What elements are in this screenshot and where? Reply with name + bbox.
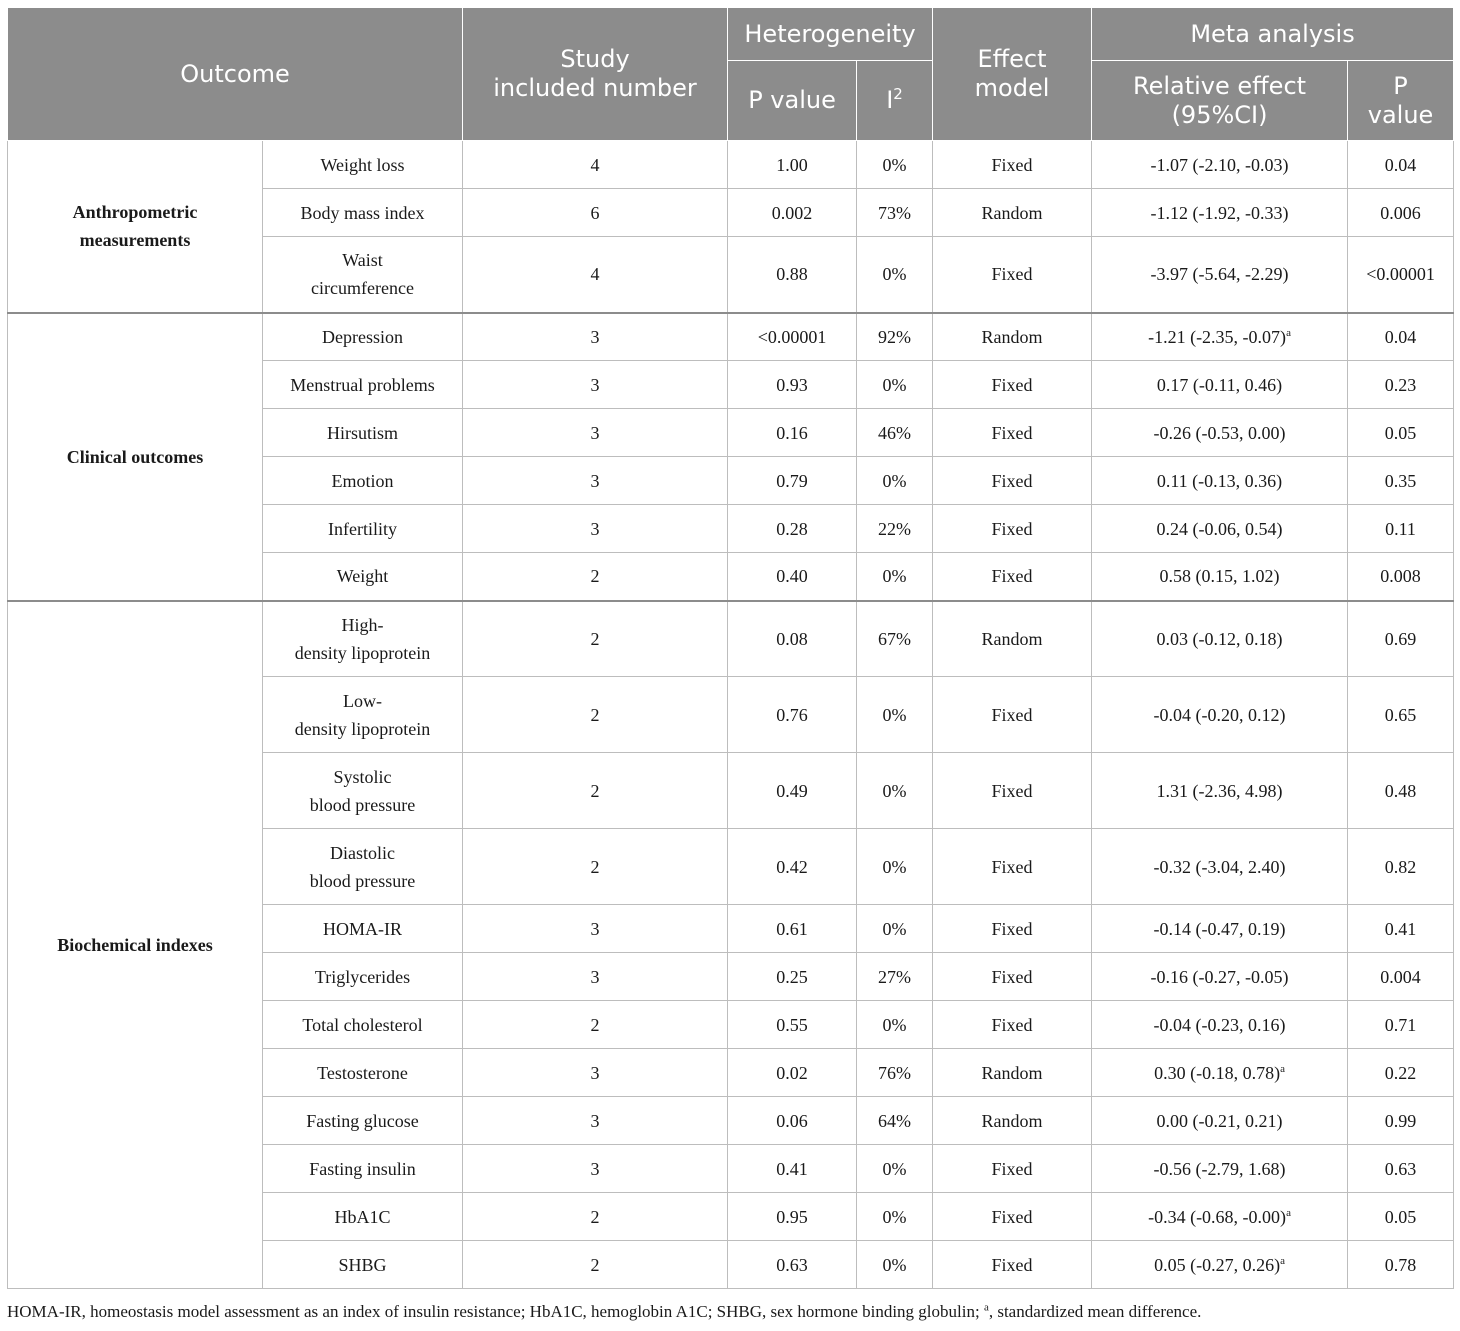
header-study-number-line2: included number xyxy=(493,74,697,102)
i2-cell: 0% xyxy=(857,141,933,189)
relative-effect-cell xyxy=(1092,753,1348,829)
table-row xyxy=(8,313,1454,361)
header-relative-effect-line2: (95%CI) xyxy=(1171,100,1268,129)
header-meta-p-line1: P xyxy=(1393,71,1408,100)
header-meta-analysis: Meta analysis xyxy=(1092,8,1454,61)
effect-model-cell: Fixed xyxy=(933,505,1092,553)
meta-p-value-cell: 0.04 xyxy=(1348,141,1454,189)
study-number-cell: 2 xyxy=(463,1241,728,1289)
relative-effect-cell xyxy=(1092,1049,1348,1097)
outcome-cell xyxy=(263,905,463,953)
i2-cell: 22% xyxy=(857,505,933,553)
effect-model-cell: Fixed xyxy=(933,409,1092,457)
meta-p-value-cell: 0.006 xyxy=(1348,189,1454,237)
het-p-value-cell: 0.63 xyxy=(728,1241,857,1289)
relative-effect-cell xyxy=(1092,1193,1348,1241)
header-effect-model-line1: Effect xyxy=(977,45,1047,73)
meta-p-value-cell: 0.35 xyxy=(1348,457,1454,505)
smd-superscript: a xyxy=(1286,326,1291,339)
outcome-line1: HbA1C xyxy=(334,1206,391,1227)
het-p-value-cell: <0.00001 xyxy=(728,313,857,361)
meta-p-value-cell: 0.004 xyxy=(1348,953,1454,1001)
relative-effect-value: -1.12 (-1.92, -0.33) xyxy=(1150,202,1289,223)
study-number-cell: 4 xyxy=(463,237,728,313)
effect-model-cell: Random xyxy=(933,189,1092,237)
header-het-p-value: P value xyxy=(728,61,857,141)
i2-cell: 0% xyxy=(857,1241,933,1289)
het-p-value-cell: 0.49 xyxy=(728,753,857,829)
het-p-value-cell: 0.16 xyxy=(728,409,857,457)
header-relative-effect xyxy=(1092,61,1348,141)
outcome-cell xyxy=(263,1001,463,1049)
i2-cell: 92% xyxy=(857,313,933,361)
effect-model-cell: Fixed xyxy=(933,905,1092,953)
relative-effect-value: -0.14 (-0.47, 0.19) xyxy=(1153,918,1286,939)
relative-effect-value: 0.17 (-0.11, 0.46) xyxy=(1156,374,1283,395)
relative-effect-cell xyxy=(1092,141,1348,189)
i2-cell: 0% xyxy=(857,237,933,313)
meta-p-value-cell: 0.05 xyxy=(1348,409,1454,457)
outcome-cell xyxy=(263,753,463,829)
outcome-cell xyxy=(263,141,463,189)
outcome-line1: Hirsutism xyxy=(327,422,399,443)
study-number-cell: 6 xyxy=(463,189,728,237)
i2-cell: 64% xyxy=(857,1097,933,1145)
outcome-line1: Menstrual problems xyxy=(290,374,435,395)
effect-model-cell: Fixed xyxy=(933,953,1092,1001)
i2-cell: 0% xyxy=(857,457,933,505)
group-label xyxy=(8,141,263,313)
het-p-value-cell: 0.95 xyxy=(728,1193,857,1241)
het-p-value-cell: 0.61 xyxy=(728,905,857,953)
outcome-line1: Weight xyxy=(336,566,389,587)
study-number-cell: 2 xyxy=(463,677,728,753)
meta-p-value-cell: 0.41 xyxy=(1348,905,1454,953)
effect-model-cell: Fixed xyxy=(933,1193,1092,1241)
effect-model-cell: Fixed xyxy=(933,1001,1092,1049)
outcome-cell xyxy=(263,1049,463,1097)
meta-p-value-cell: 0.65 xyxy=(1348,677,1454,753)
outcome-line1: Fasting insulin xyxy=(309,1158,416,1179)
effect-model-cell: Random xyxy=(933,1097,1092,1145)
relative-effect-value: -0.04 (-0.20, 0.12) xyxy=(1153,704,1286,725)
effect-model-cell: Fixed xyxy=(933,1241,1092,1289)
relative-effect-value: -1.21 (-2.35, -0.07) xyxy=(1148,326,1287,347)
smd-superscript: a xyxy=(1280,1062,1285,1075)
study-number-cell: 3 xyxy=(463,905,728,953)
het-p-value-cell: 1.00 xyxy=(728,141,857,189)
effect-model-cell: Fixed xyxy=(933,829,1092,905)
i2-cell: 0% xyxy=(857,677,933,753)
relative-effect-value: -3.97 (-5.64, -2.29) xyxy=(1150,264,1289,285)
table-body xyxy=(8,141,1454,1289)
effect-model-cell: Fixed xyxy=(933,1145,1092,1193)
outcome-line2: density lipoprotein xyxy=(294,642,431,663)
group-label-line2: measurements xyxy=(79,230,191,251)
footnote-text: HOMA-IR, homeostasis model assessment as an index of insulin resistance; HbA1C, hemoglobin A1C; SHBG, sex hormone binding globulin; xyxy=(7,1302,984,1321)
outcome-cell xyxy=(263,457,463,505)
relative-effect-cell xyxy=(1092,601,1348,677)
i2-cell: 0% xyxy=(857,553,933,601)
outcome-cell xyxy=(263,189,463,237)
outcome-line1: Triglycerides xyxy=(314,966,411,987)
het-p-value-cell: 0.02 xyxy=(728,1049,857,1097)
footnote-superscript: a xyxy=(983,1301,989,1314)
relative-effect-value: -0.04 (-0.23, 0.16) xyxy=(1153,1014,1286,1035)
het-p-value-cell: 0.76 xyxy=(728,677,857,753)
footnote-text-end: , standardized mean difference. xyxy=(988,1302,1202,1321)
study-number-cell: 3 xyxy=(463,1097,728,1145)
relative-effect-cell xyxy=(1092,553,1348,601)
study-number-cell: 3 xyxy=(463,1049,728,1097)
outcome-cell xyxy=(263,1241,463,1289)
effect-model-cell: Random xyxy=(933,313,1092,361)
outcome-line1: Diastolic xyxy=(330,842,395,863)
study-number-cell: 3 xyxy=(463,953,728,1001)
group-label-line1: Biochemical indexes xyxy=(57,934,213,955)
relative-effect-cell xyxy=(1092,829,1348,905)
meta-p-value-cell: 0.22 xyxy=(1348,1049,1454,1097)
header-relative-effect-line1: Relative effect xyxy=(1132,71,1307,100)
meta-p-value-cell: 0.78 xyxy=(1348,1241,1454,1289)
outcome-line1: Total cholesterol xyxy=(302,1014,423,1035)
effect-model-cell: Fixed xyxy=(933,553,1092,601)
table-row xyxy=(8,141,1454,189)
outcome-line2: blood pressure xyxy=(309,870,416,891)
group-label-line1: Anthropometric xyxy=(72,202,198,223)
header-het-i2 xyxy=(857,61,933,141)
meta-p-value-cell: 0.04 xyxy=(1348,313,1454,361)
meta-p-value-cell: 0.69 xyxy=(1348,601,1454,677)
het-p-value-cell: 0.41 xyxy=(728,1145,857,1193)
study-number-cell: 3 xyxy=(463,457,728,505)
het-p-value-cell: 0.79 xyxy=(728,457,857,505)
outcome-cell xyxy=(263,1145,463,1193)
smd-superscript: a xyxy=(1286,1206,1291,1219)
relative-effect-value: 0.30 (-0.18, 0.78) xyxy=(1154,1062,1281,1083)
meta-p-value-cell: 0.63 xyxy=(1348,1145,1454,1193)
table-header xyxy=(8,8,1454,141)
i2-cell: 0% xyxy=(857,361,933,409)
het-p-value-cell: 0.002 xyxy=(728,189,857,237)
outcome-line1: High- xyxy=(341,614,384,635)
study-number-cell: 4 xyxy=(463,141,728,189)
relative-effect-cell xyxy=(1092,189,1348,237)
meta-p-value-cell: 0.11 xyxy=(1348,505,1454,553)
i2-cell: 0% xyxy=(857,1145,933,1193)
header-study-number xyxy=(463,8,728,141)
study-number-cell: 3 xyxy=(463,313,728,361)
i2-cell: 73% xyxy=(857,189,933,237)
study-number-cell: 3 xyxy=(463,409,728,457)
outcome-line1: Depression xyxy=(322,326,403,347)
study-number-cell: 3 xyxy=(463,361,728,409)
outcome-line1: Emotion xyxy=(331,470,394,491)
het-p-value-cell: 0.28 xyxy=(728,505,857,553)
study-number-cell: 2 xyxy=(463,753,728,829)
i2-cell: 76% xyxy=(857,1049,933,1097)
i2-cell: 0% xyxy=(857,1001,933,1049)
i2-cell: 0% xyxy=(857,905,933,953)
outcome-line1: Infertility xyxy=(328,518,397,539)
header-effect-model-line2: model xyxy=(974,74,1050,102)
relative-effect-cell xyxy=(1092,1097,1348,1145)
meta-p-value-cell: 0.48 xyxy=(1348,753,1454,829)
outcome-line1: Low- xyxy=(343,690,382,711)
i2-cell: 0% xyxy=(857,753,933,829)
effect-model-cell: Fixed xyxy=(933,361,1092,409)
relative-effect-value: -0.26 (-0.53, 0.00) xyxy=(1153,422,1286,443)
relative-effect-value: 0.05 (-0.27, 0.26) xyxy=(1154,1254,1281,1275)
study-number-cell: 3 xyxy=(463,505,728,553)
outcome-line1: Waist xyxy=(342,250,383,271)
header-het-i2-base: I xyxy=(886,86,894,114)
header-het-i2-sup: 2 xyxy=(893,85,903,103)
outcome-cell xyxy=(263,677,463,753)
outcome-cell xyxy=(263,361,463,409)
relative-effect-value: -0.56 (-2.79, 1.68) xyxy=(1153,1158,1286,1179)
relative-effect-value: 0.24 (-0.06, 0.54) xyxy=(1156,518,1283,539)
het-p-value-cell: 0.42 xyxy=(728,829,857,905)
i2-cell: 67% xyxy=(857,601,933,677)
effect-model-cell: Fixed xyxy=(933,753,1092,829)
effect-model-cell: Random xyxy=(933,601,1092,677)
outcome-line1: SHBG xyxy=(338,1254,387,1275)
meta-analysis-table-container xyxy=(7,7,1453,1289)
header-effect-model xyxy=(933,8,1092,141)
outcome-cell xyxy=(263,953,463,1001)
relative-effect-value: 0.03 (-0.12, 0.18) xyxy=(1156,628,1283,649)
meta-p-value-cell: 0.82 xyxy=(1348,829,1454,905)
outcome-cell xyxy=(263,237,463,313)
study-number-cell: 2 xyxy=(463,553,728,601)
meta-p-value-cell: <0.00001 xyxy=(1348,237,1454,313)
outcome-line1: Body mass index xyxy=(300,202,425,223)
outcome-line1: Testosterone xyxy=(317,1062,408,1083)
outcome-line2: circumference xyxy=(311,278,414,299)
outcome-line2: blood pressure xyxy=(309,794,416,815)
meta-analysis-table xyxy=(7,7,1454,1289)
relative-effect-value: 1.31 (-2.36, 4.98) xyxy=(1156,780,1283,801)
effect-model-cell: Fixed xyxy=(933,141,1092,189)
table-footnote xyxy=(7,1300,1453,1324)
relative-effect-cell xyxy=(1092,1001,1348,1049)
i2-cell: 0% xyxy=(857,829,933,905)
outcome-line2: density lipoprotein xyxy=(294,718,431,739)
outcome-line1: Fasting glucose xyxy=(306,1110,419,1131)
relative-effect-cell xyxy=(1092,677,1348,753)
relative-effect-value: 0.00 (-0.21, 0.21) xyxy=(1156,1110,1283,1131)
outcome-cell xyxy=(263,505,463,553)
het-p-value-cell: 0.40 xyxy=(728,553,857,601)
relative-effect-cell xyxy=(1092,1241,1348,1289)
relative-effect-cell xyxy=(1092,313,1348,361)
effect-model-cell: Fixed xyxy=(933,457,1092,505)
het-p-value-cell: 0.08 xyxy=(728,601,857,677)
study-number-cell: 2 xyxy=(463,601,728,677)
i2-cell: 27% xyxy=(857,953,933,1001)
group-label-line1: Clinical outcomes xyxy=(66,446,204,467)
outcome-cell xyxy=(263,1193,463,1241)
het-p-value-cell: 0.06 xyxy=(728,1097,857,1145)
relative-effect-value: -1.07 (-2.10, -0.03) xyxy=(1150,154,1289,175)
study-number-cell: 3 xyxy=(463,1145,728,1193)
i2-cell: 0% xyxy=(857,1193,933,1241)
outcome-cell xyxy=(263,553,463,601)
meta-p-value-cell: 0.23 xyxy=(1348,361,1454,409)
relative-effect-value: -0.34 (-0.68, -0.00) xyxy=(1148,1206,1287,1227)
outcome-cell xyxy=(263,829,463,905)
relative-effect-cell xyxy=(1092,1145,1348,1193)
header-heterogeneity: Heterogeneity xyxy=(728,8,933,61)
relative-effect-value: -0.32 (-3.04, 2.40) xyxy=(1153,856,1286,877)
relative-effect-cell xyxy=(1092,905,1348,953)
study-number-cell: 2 xyxy=(463,1001,728,1049)
header-meta-p-line2: value xyxy=(1367,100,1434,129)
study-number-cell: 2 xyxy=(463,1193,728,1241)
header-meta-p-value xyxy=(1348,61,1454,141)
relative-effect-cell xyxy=(1092,953,1348,1001)
relative-effect-cell xyxy=(1092,361,1348,409)
table-row xyxy=(8,601,1454,677)
relative-effect-value: 0.58 (0.15, 1.02) xyxy=(1159,566,1280,587)
outcome-line1: Weight loss xyxy=(320,154,405,175)
het-p-value-cell: 0.93 xyxy=(728,361,857,409)
study-number-cell: 2 xyxy=(463,829,728,905)
meta-p-value-cell: 0.008 xyxy=(1348,553,1454,601)
relative-effect-value: 0.11 (-0.13, 0.36) xyxy=(1156,470,1283,491)
outcome-cell xyxy=(263,313,463,361)
meta-p-value-cell: 0.99 xyxy=(1348,1097,1454,1145)
smd-superscript: a xyxy=(1280,1254,1285,1267)
outcome-cell xyxy=(263,601,463,677)
meta-p-value-cell: 0.71 xyxy=(1348,1001,1454,1049)
group-label xyxy=(8,601,263,1289)
het-p-value-cell: 0.55 xyxy=(728,1001,857,1049)
header-study-number-line1: Study xyxy=(560,45,630,73)
meta-p-value-cell: 0.05 xyxy=(1348,1193,1454,1241)
outcome-cell xyxy=(263,1097,463,1145)
effect-model-cell: Fixed xyxy=(933,237,1092,313)
outcome-line1: HOMA-IR xyxy=(323,918,402,939)
effect-model-cell: Fixed xyxy=(933,677,1092,753)
het-p-value-cell: 0.88 xyxy=(728,237,857,313)
relative-effect-value: -0.16 (-0.27, -0.05) xyxy=(1150,966,1289,987)
relative-effect-cell xyxy=(1092,237,1348,313)
outcome-line1: Systolic xyxy=(333,766,392,787)
effect-model-cell: Random xyxy=(933,1049,1092,1097)
relative-effect-cell xyxy=(1092,457,1348,505)
relative-effect-cell xyxy=(1092,409,1348,457)
het-p-value-cell: 0.25 xyxy=(728,953,857,1001)
group-label xyxy=(8,313,263,601)
relative-effect-cell xyxy=(1092,505,1348,553)
i2-cell: 46% xyxy=(857,409,933,457)
header-outcome: Outcome xyxy=(8,8,463,141)
outcome-cell xyxy=(263,409,463,457)
